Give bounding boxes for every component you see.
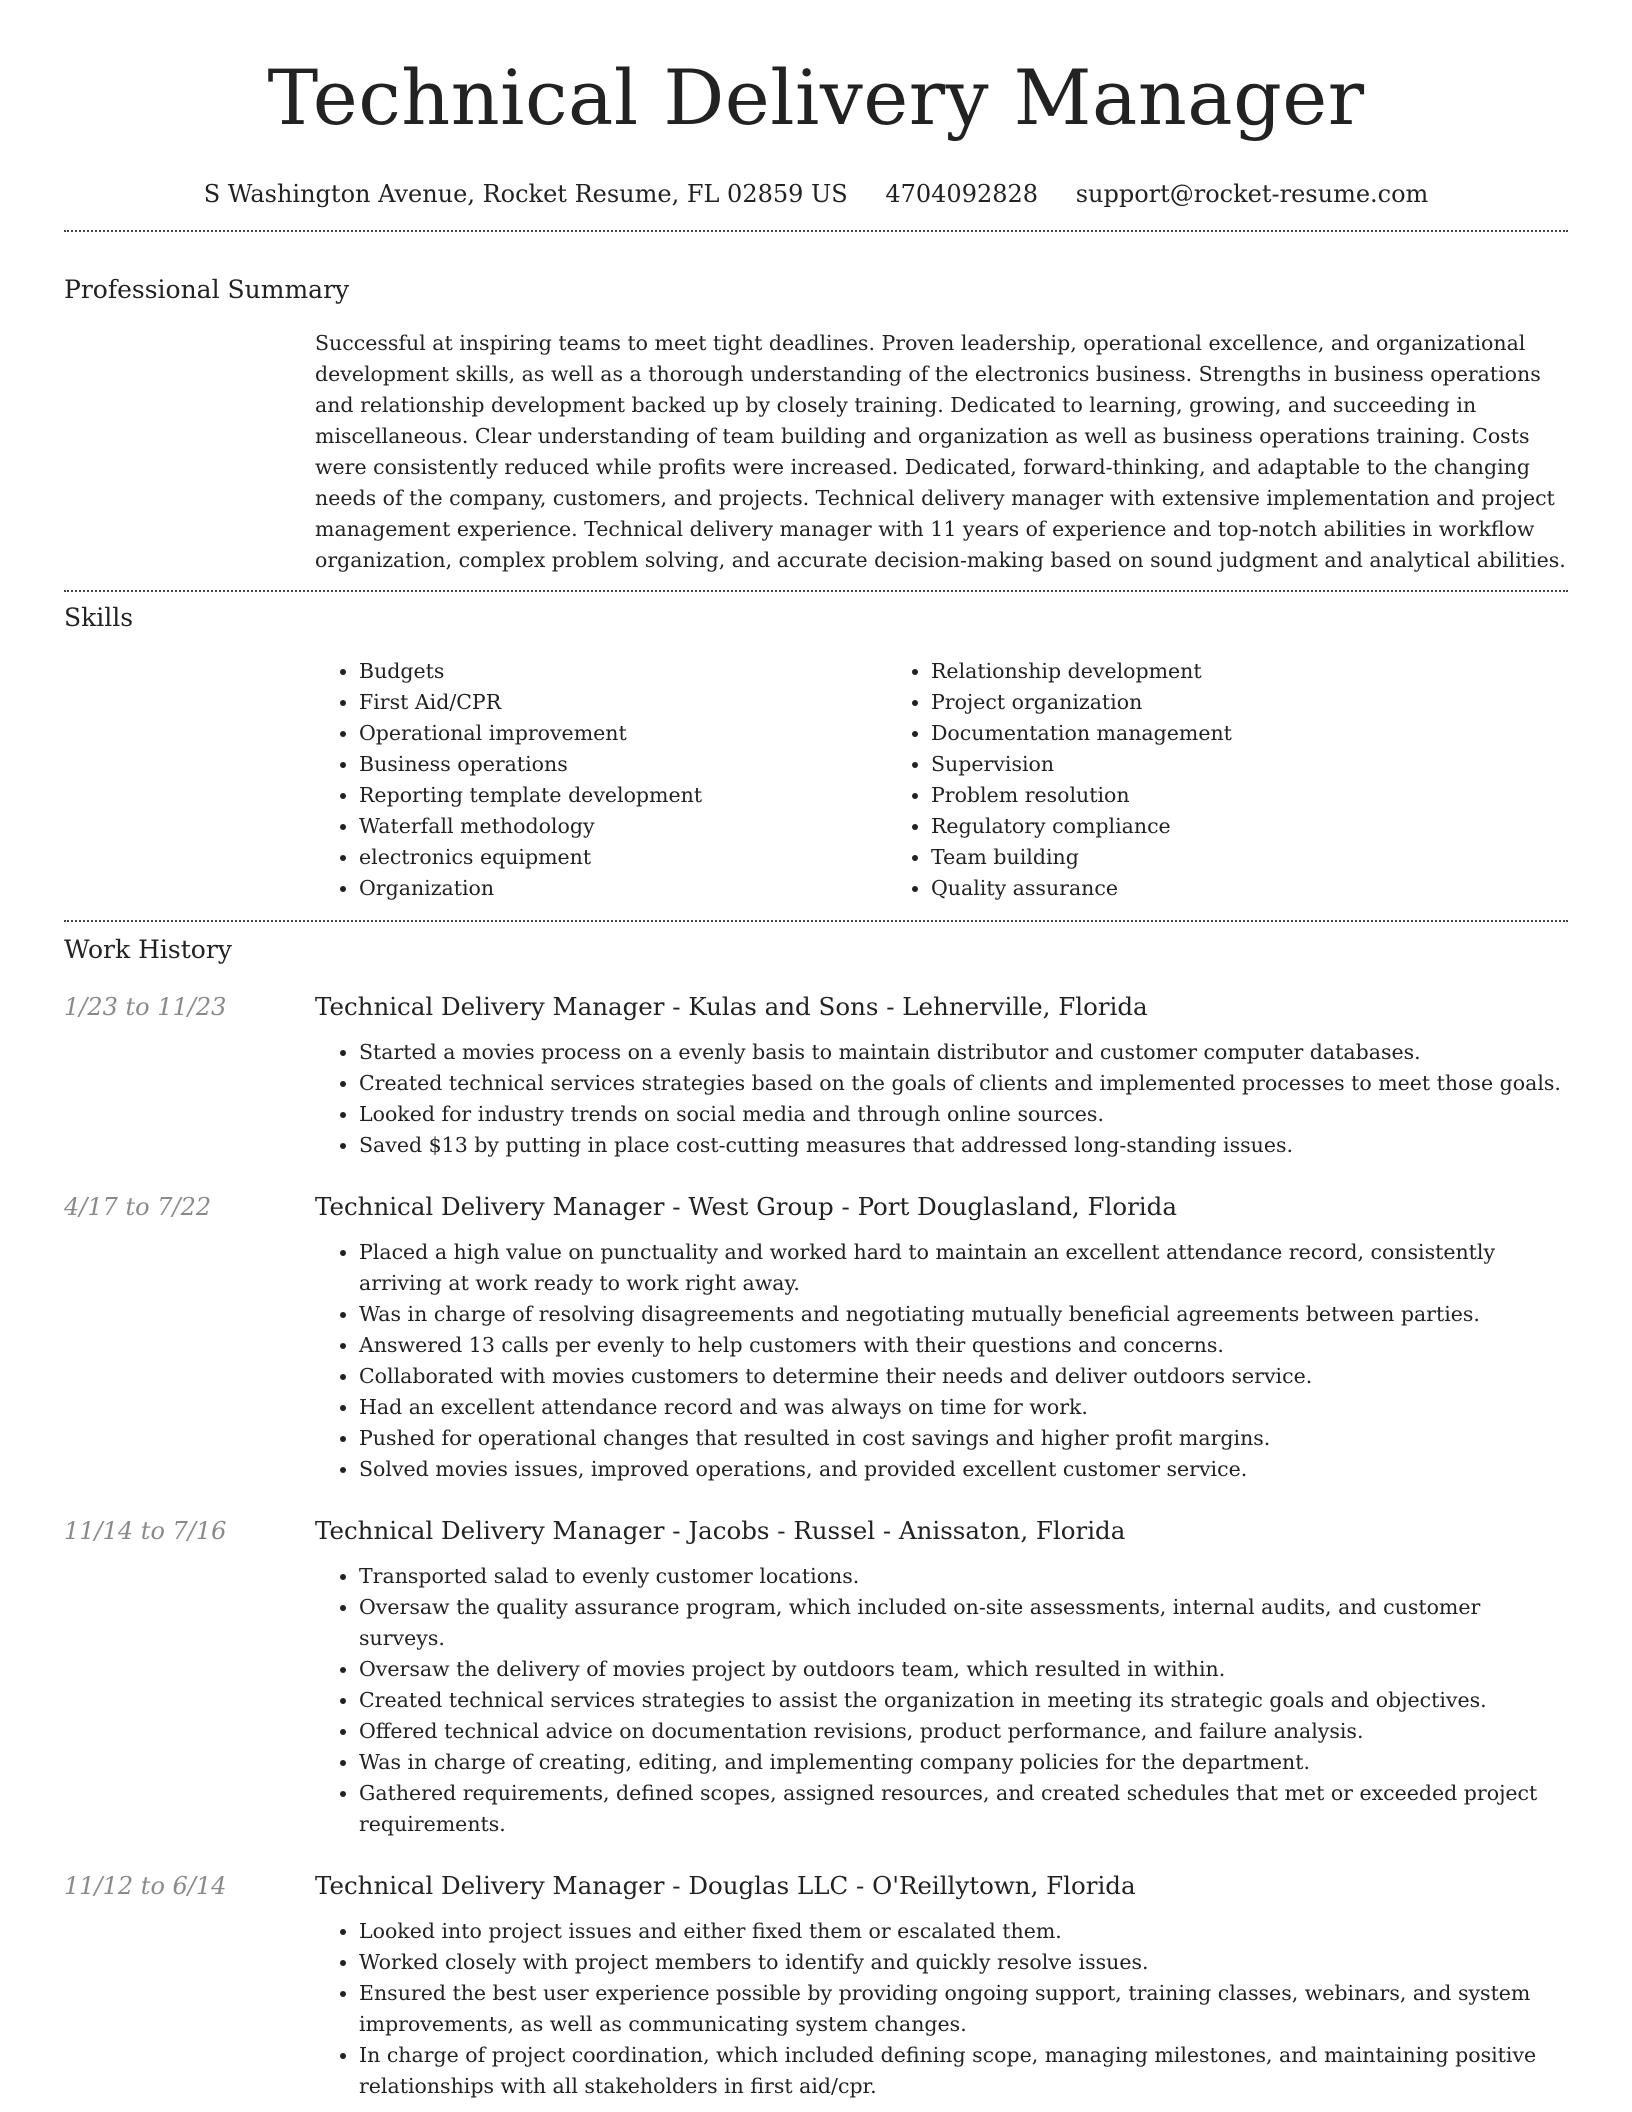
summary-heading: Professional Summary: [64, 275, 350, 304]
skill-item: • Project organization: [931, 687, 1459, 718]
skill-item: • Business operations: [359, 749, 887, 780]
resume-title: Technical Delivery Manager: [267, 53, 1365, 142]
job-bullet: • Answered 13 calls per evenly to help customers with their questions and concerns.: [359, 1330, 1568, 1361]
contact-address: S Washington Avenue, Rocket Resume, FL 02859 US: [203, 180, 848, 208]
contact-phone: 4704092828: [885, 180, 1039, 208]
skill-item: • Supervision: [931, 749, 1459, 780]
job-bullet: • Created technical services strategies to assist the organization in meeting its strategic goals and objectives.: [359, 1685, 1568, 1716]
summary-body: [315, 328, 1568, 576]
job-bullet: • Was in charge of resolving disagreements and negotiating mutually beneficial agreements between parties.: [359, 1299, 1568, 1330]
work-heading: Work History: [64, 935, 232, 964]
job-bullet: • Saved $13 by putting in place cost-cutting measures that addressed long-standing issues.: [359, 1130, 1568, 1161]
work-section: [64, 934, 1568, 2102]
skill-item: • Budgets: [359, 656, 887, 687]
skill-item: • Quality assurance: [931, 873, 1459, 904]
job-dates: 11/12 to 6/14: [64, 1872, 227, 1900]
job-bullet: • Pushed for operational changes that resulted in cost savings and higher profit margins.: [359, 1423, 1568, 1454]
summary-text: Successful at inspiring teams to meet tight deadlines. Proven leadership, operational excellence, and organizational development skills, as well as a thorough understanding of the electronics business. Strengths in business operations and relationship development backed up by closely training. Dedicated to learning, growing, and succeeding in miscellaneous. Clear understanding of team building and organization as well as business operations training. Costs were consistently reduced while profits were increased. Dedicated, forward-thinking, and adaptable to the changing needs of the company, customers, and projects. Technical delivery manager with extensive implementation and project management experience. Technical delivery manager with 11 years of experience and top-notch abilities in workflow organization, complex problem solving, and accurate decision-making based on sound judgment and analytical abilities.: [315, 331, 1566, 572]
job-dates: 11/14 to 7/16: [64, 1517, 227, 1545]
contact-line: [64, 178, 1568, 210]
job-entry: [64, 1515, 1568, 1840]
job-bullet: • Collaborated with movies customers to determine their needs and deliver outdoors service.: [359, 1361, 1568, 1392]
job-bullet: • In charge of project coordination, which included defining scope, managing milestones, and maintaining positive relationships with all stakeholders in first aid/cpr.: [359, 2040, 1568, 2102]
job-entry: [64, 1870, 1568, 2102]
job-entry: [64, 1191, 1568, 1485]
resume-page: [64, 0, 1568, 2102]
divider: [64, 590, 1568, 592]
job-dates: 4/17 to 7/22: [64, 1193, 212, 1221]
job-bullets: [315, 1237, 1568, 1485]
job-dates: 1/23 to 11/23: [64, 993, 227, 1021]
job-bullet: • Was in charge of creating, editing, and implementing company policies for the department.: [359, 1747, 1568, 1778]
job-bullet: • Worked closely with project members to identify and quickly resolve issues.: [359, 1947, 1568, 1978]
job-bullet: • Solved movies issues, improved operations, and provided excellent customer service.: [359, 1454, 1568, 1485]
job-bullet: • Placed a high value on punctuality and worked hard to maintain an excellent attendance record, consistently arriving at work ready to work right away.: [359, 1237, 1568, 1299]
job-bullet: • Looked into project issues and either fixed them or escalated them.: [359, 1916, 1568, 1947]
job-title: Technical Delivery Manager - West Group - Port Douglasland, Florida: [315, 1192, 1177, 1221]
job-entry: [64, 991, 1568, 1161]
skill-item: • Team building: [931, 842, 1459, 873]
job-bullet: • Transported salad to evenly customer locations.: [359, 1561, 1568, 1592]
skill-item: • Reporting template development: [359, 780, 887, 811]
summary-section: [64, 274, 1568, 576]
job-bullet: • Offered technical advice on documentation revisions, product performance, and failure analysis.: [359, 1716, 1568, 1747]
skill-item: • Organization: [359, 873, 887, 904]
skill-item: • Relationship development: [931, 656, 1459, 687]
job-bullet: • Oversaw the quality assurance program, which included on-site assessments, internal audits, and customer surveys.: [359, 1592, 1568, 1654]
skills-list-left: [315, 656, 887, 904]
job-bullets: [315, 1037, 1568, 1161]
job-bullet: • Looked for industry trends on social media and through online sources.: [359, 1099, 1568, 1130]
job-bullet: • Created technical services strategies based on the goals of clients and implemented processes to meet those goals.: [359, 1068, 1568, 1099]
contact-email: support@rocket-resume.com: [1075, 180, 1429, 208]
skills-list-right: [887, 656, 1459, 904]
job-title: Technical Delivery Manager - Douglas LLC - O'Reillytown, Florida: [315, 1871, 1136, 1900]
skill-item: • Waterfall methodology: [359, 811, 887, 842]
skill-item: • electronics equipment: [359, 842, 887, 873]
skill-item: • First Aid/CPR: [359, 687, 887, 718]
skills-section: [64, 602, 1568, 904]
divider: [64, 920, 1568, 922]
job-bullets: [315, 1916, 1568, 2102]
skills-grid: [315, 656, 1568, 904]
divider: [64, 230, 1568, 232]
job-bullet: • Oversaw the delivery of movies project by outdoors team, which resulted in within.: [359, 1654, 1568, 1685]
job-bullets: [315, 1561, 1568, 1840]
job-title: Technical Delivery Manager - Kulas and Sons - Lehnerville, Florida: [315, 992, 1148, 1021]
job-bullet: • Had an excellent attendance record and was always on time for work.: [359, 1392, 1568, 1423]
skills-heading: Skills: [64, 603, 134, 632]
job-bullet: • Started a movies process on a evenly basis to maintain distributor and customer computer databases.: [359, 1037, 1568, 1068]
job-title: Technical Delivery Manager - Jacobs - Russel - Anissaton, Florida: [315, 1516, 1126, 1545]
job-bullet: • Ensured the best user experience possible by providing ongoing support, training classes, webinars, and system improvements, as well as communicating system changes.: [359, 1978, 1568, 2040]
skill-item: • Documentation management: [931, 718, 1459, 749]
skill-item: • Problem resolution: [931, 780, 1459, 811]
skill-item: • Regulatory compliance: [931, 811, 1459, 842]
job-bullet: • Gathered requirements, defined scopes, assigned resources, and created schedules that met or exceeded project requirements.: [359, 1778, 1568, 1840]
skill-item: • Operational improvement: [359, 718, 887, 749]
work-jobs: [64, 991, 1568, 2102]
